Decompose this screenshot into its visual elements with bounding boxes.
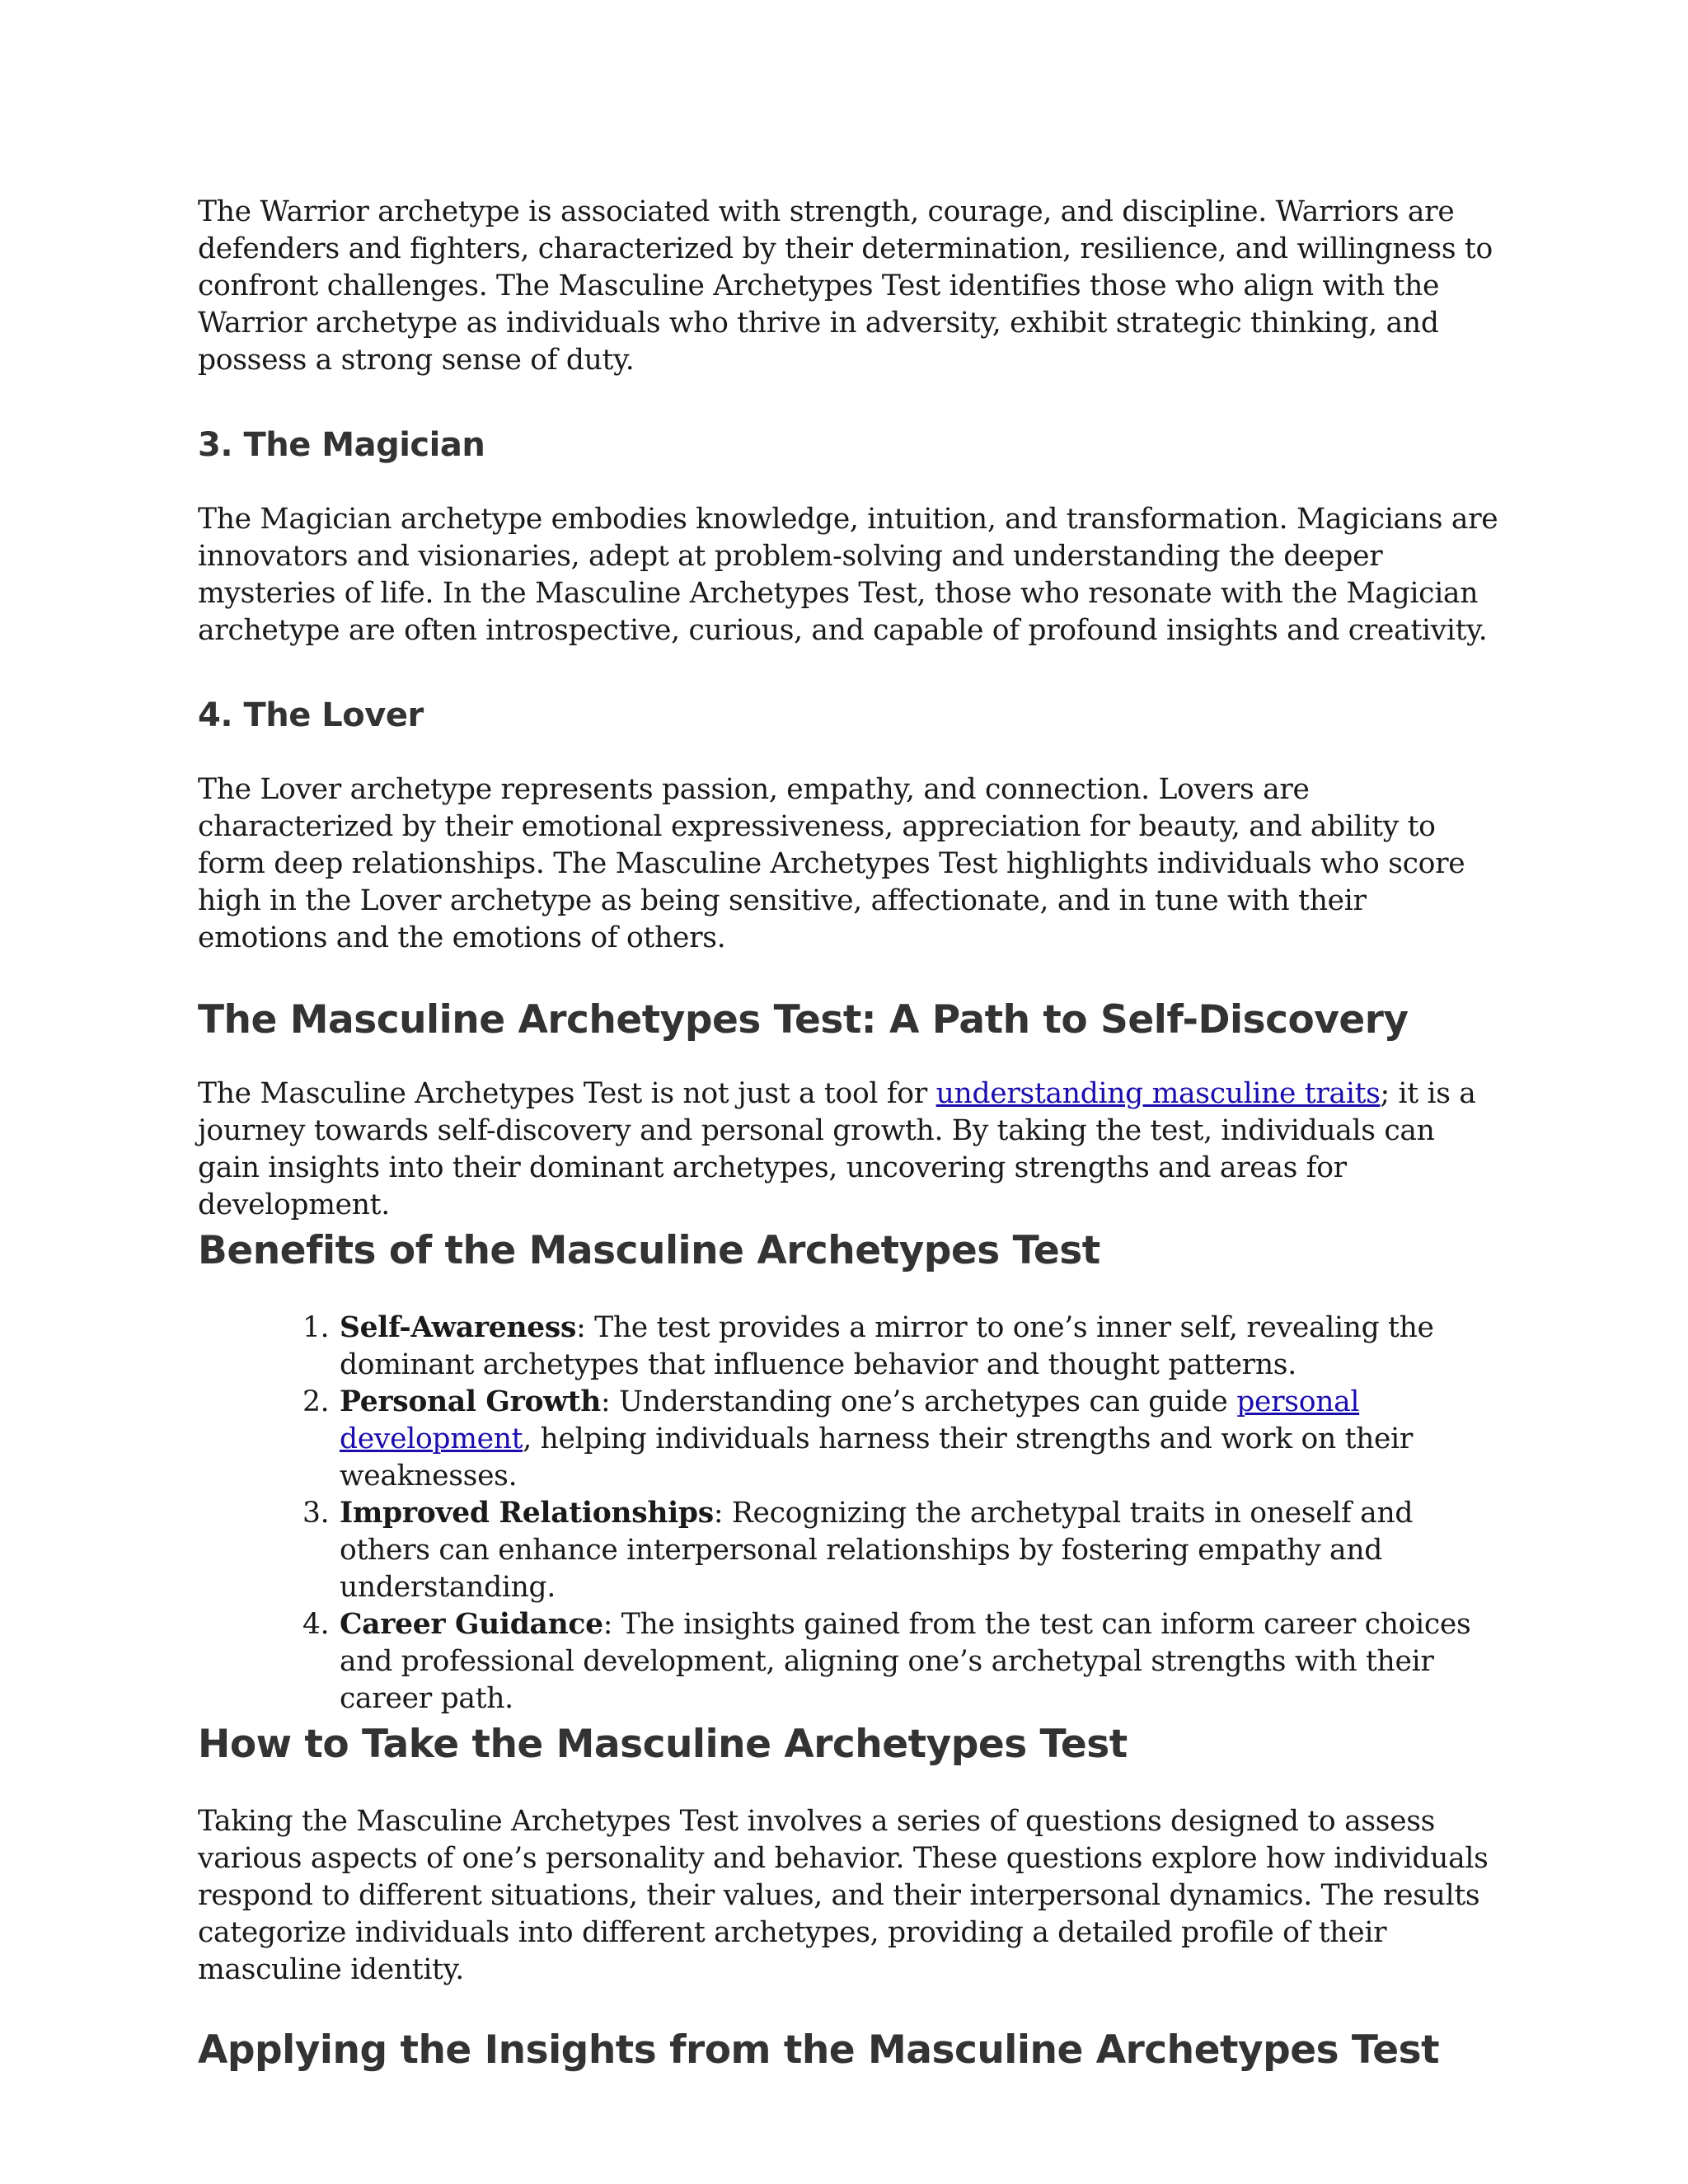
howto-paragraph: Taking the Masculine Archetypes Test involves a series of questions designed to assess various aspects of one’s personality and behavior. These questions explore how individuals respond to different situations, their values, and their interpersonal dynamics. The results categorize individuals into different archetypes, providing a detailed profile of their masculine identity. <box>198 1805 1489 1986</box>
list-item <box>338 1606 1500 1718</box>
list-item <box>338 1310 1500 1384</box>
benefit-text: : The insights gained from the test can inform career choices and professional development, aligning one’s archetypal strengths with their career path. <box>340 1608 1471 1715</box>
howto-heading: How to Take the Masculine Archetypes Test <box>198 1722 1128 1767</box>
lover-paragraph: The Lover archetype represents passion, empathy, and connection. Lovers are characterized by their emotional expressiveness, appreciation for beauty, and ability to form deep relationships. The Masculine Archetypes Test highlights individuals who score high in the Lover archetype as being sensitive, affectionate, and in tune with their emotions and the emotions of others. <box>198 773 1465 954</box>
benefit-title: Self-Awareness <box>340 1311 577 1344</box>
lover-heading: 4. The Lover <box>198 696 424 734</box>
magician-paragraph: The Magician archetype embodies knowledge, intuition, and transformation. Magicians are innovators and visionaries, adept at problem-solving and understanding the deeper mysteries of life. In the Masculine Archetypes Test, those who resonate with the Magician archetype are often introspective, curious, and capable of profound insights and creativity. <box>198 503 1498 647</box>
applying-heading: Applying the Insights from the Masculine Archetypes Test <box>198 2027 1440 2073</box>
magician-heading: 3. The Magician <box>198 426 485 464</box>
path-text-after-link: ; it is a journey towards self-discovery and personal growth. By taking the test, individuals can gain insights into their dominant archetypes, uncovering strengths and areas for development. <box>198 1077 1476 1221</box>
benefit-text: , helping individuals harness their strengths and work on their weaknesses. <box>340 1422 1414 1493</box>
benefit-title: Improved Relationships <box>340 1497 714 1530</box>
personal-development-link[interactable]: personal development <box>340 1385 1360 1455</box>
document-page <box>198 194 1500 2076</box>
path-text-before-link: The Masculine Archetypes Test is not just a tool for <box>198 1077 936 1110</box>
understanding-masculine-traits-link[interactable]: understanding masculine traits <box>935 1077 1381 1110</box>
list-item <box>338 1384 1500 1495</box>
list-item <box>338 1495 1500 1606</box>
benefits-list <box>198 1310 1500 1718</box>
benefits-heading: Benefits of the Masculine Archetypes Test <box>198 1228 1100 1273</box>
benefit-text: : The test provides a mirror to one’s inner self, revealing the dominant archetypes that influence behavior and thought patterns. <box>340 1311 1434 1381</box>
benefit-text: : Recognizing the archetypal traits in oneself and others can enhance interpersonal relationships by fostering empathy and understanding. <box>340 1497 1414 1604</box>
path-heading: The Masculine Archetypes Test: A Path to Self-Discovery <box>198 997 1409 1043</box>
benefit-text: : Understanding one’s archetypes can guide <box>601 1385 1237 1418</box>
benefit-title: Career Guidance <box>340 1608 603 1641</box>
path-paragraph <box>198 1076 1500 1224</box>
benefit-title: Personal Growth <box>340 1385 602 1418</box>
warrior-paragraph: The Warrior archetype is associated with strength, courage, and discipline. Warriors are defenders and fighters, characterized by their determination, resilience, and willingness to confront challenges. The Masculine Archetypes Test identifies those who align with the Warrior archetype as individuals who thrive in adversity, exhibit strategic thinking, and possess a strong sense of duty. <box>198 195 1493 377</box>
